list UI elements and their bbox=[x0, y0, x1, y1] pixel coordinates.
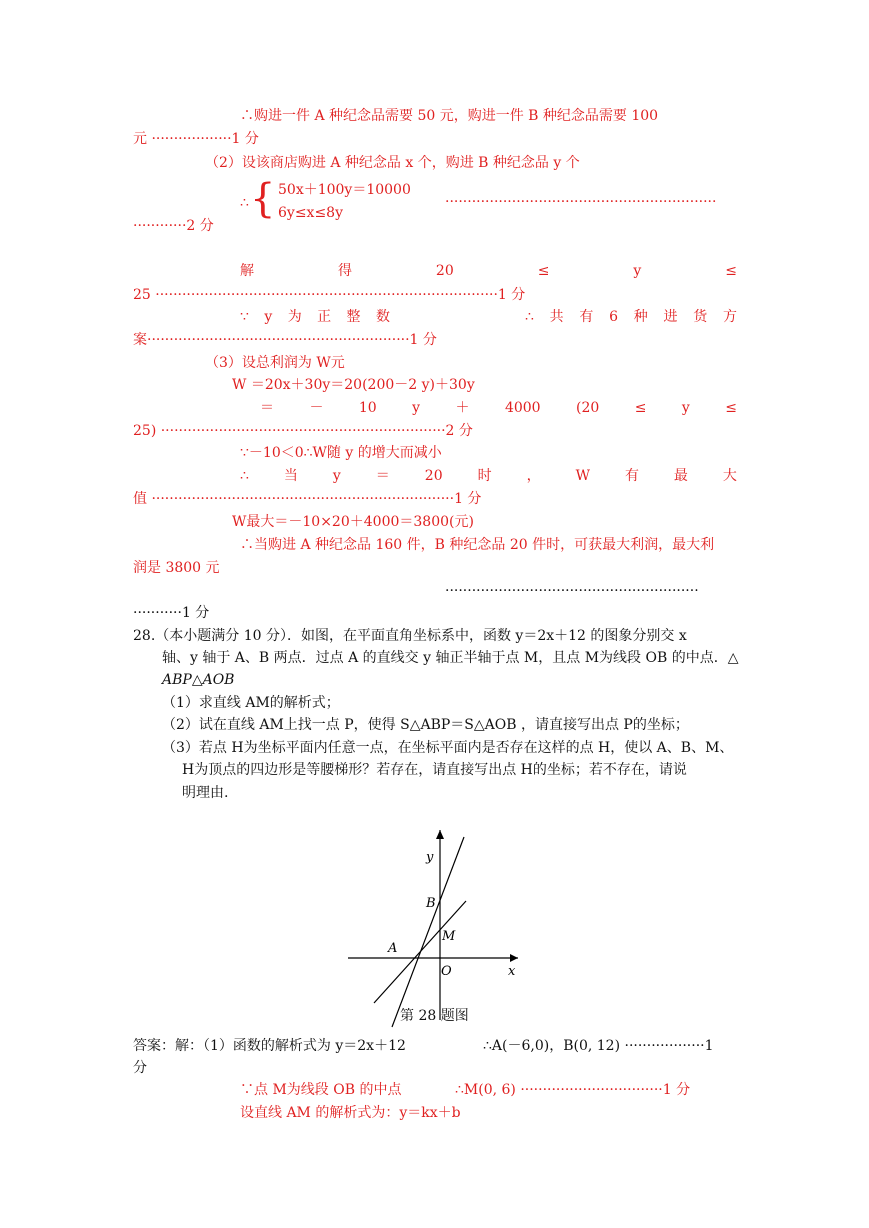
conclude-token: 有 bbox=[579, 309, 594, 325]
question-2: （2）试在直线 AM上找一点 P，使得 S△ABP＝S△AOB ，请直接写出点 P的坐标； bbox=[162, 717, 689, 733]
eqline-token: 10 bbox=[358, 400, 377, 416]
maxline-token: y bbox=[332, 468, 341, 484]
answer-28-line-3: ∵点 M为线段 OB 的中点 bbox=[240, 1082, 402, 1098]
eqline-token: ＝ bbox=[260, 400, 274, 416]
answer-28-line-4: 设直线 AM 的解析式为：y＝kx＋b bbox=[240, 1105, 461, 1121]
solve-token: 得 bbox=[337, 263, 352, 279]
coordinate-figure bbox=[340, 825, 530, 1035]
eqline-token: ≤ bbox=[725, 400, 737, 416]
question-3b: H为顶点的四边形是等腰梯形？若存在，请直接写出点 H的坐标；若不存在，请说 bbox=[182, 762, 687, 778]
because-token: 整 bbox=[346, 309, 361, 325]
answer-line-2: 元 ··················1 分 bbox=[133, 131, 259, 147]
question-3a: （3）若点 H为坐标平面内任意一点，在坐标平面内是否存在这样的点 H，使以 A、B、M、 bbox=[162, 740, 734, 756]
problem-28-line-1: 28.（本小题满分 10 分）．如图，在平面直角坐标系中，函数 y＝2x＋12 的图象分别交 x bbox=[133, 628, 687, 644]
answer-line-11: W ＝20x＋30y＝20(200－2 y)＋30y bbox=[232, 377, 475, 393]
solve-token: ≤ bbox=[725, 263, 737, 279]
maxline-token: 有 bbox=[624, 468, 639, 484]
maxline-token: 时 bbox=[477, 468, 492, 484]
answer-28-line-1b: ∴A(－6,0)，B(0, 12) ··················1 bbox=[483, 1038, 714, 1054]
equation-line bbox=[260, 398, 737, 418]
dot-leader-right: ························································· bbox=[445, 583, 699, 599]
maxline-token: ， bbox=[526, 468, 541, 484]
answer-line-18: ∴当购进 A 种纪念品 160 件，B 种纪念品 20 件时，可获最大利润，最大利 bbox=[240, 537, 715, 553]
answer-line-7: 25 ·············································································1 分 bbox=[133, 287, 526, 303]
maxline-token: 最 bbox=[673, 468, 688, 484]
question-3c: 明理由. bbox=[182, 785, 229, 801]
answer-line-9: 案···························································1 分 bbox=[133, 332, 437, 348]
max-line bbox=[240, 466, 737, 486]
dot-leader: ····························································· bbox=[445, 194, 717, 210]
maxline-token: W bbox=[575, 468, 590, 484]
x-axis-arrow bbox=[510, 954, 518, 962]
eqline-token: 4000 bbox=[504, 400, 541, 416]
system-eq-1: 50x＋100y＝10000 bbox=[278, 182, 411, 198]
label-a: A bbox=[388, 941, 398, 956]
answer-line-19: 润是 3800 元 bbox=[133, 560, 220, 576]
maxline-token: ∴ bbox=[240, 468, 249, 484]
solve-token: 解 bbox=[240, 263, 254, 279]
answer-line-17: W最大＝－10×20＋4000＝3800(元) bbox=[232, 514, 474, 530]
label-m: M bbox=[442, 929, 456, 944]
eqline-token: － bbox=[309, 400, 324, 416]
answer-line-5: ············2 分 bbox=[133, 218, 214, 234]
maxline-token: 当 bbox=[283, 468, 298, 484]
answer-line-10: （3）设总利润为 W元 bbox=[205, 355, 345, 371]
because-token: 正 bbox=[317, 309, 332, 325]
figure-caption: 第 28 题图 bbox=[400, 1008, 469, 1024]
solve-token: y bbox=[633, 263, 642, 279]
conclude-token: ∴ bbox=[525, 309, 534, 325]
maxline-token: 20 bbox=[424, 468, 443, 484]
conclude-token: 货 bbox=[693, 309, 708, 325]
because-token: y bbox=[264, 309, 273, 325]
answer-28-line-3b: ∴M(0, 6) ································1 分 bbox=[455, 1082, 691, 1098]
answer-28-line-2: 分 bbox=[133, 1060, 147, 1076]
because-token: ∵ bbox=[240, 309, 249, 325]
solve-token: 20 bbox=[435, 263, 454, 279]
eqline-token: y bbox=[681, 400, 690, 416]
answer-line-3: （2）设该商店购进 A 种纪念品 x 个，购进 B 种纪念品 y 个 bbox=[205, 155, 580, 171]
conclude-token: 6 bbox=[609, 309, 619, 325]
answer-line-1: ∴购进一件 A 种纪念品需要 50 元，购进一件 B 种纪念品需要 100 bbox=[240, 108, 659, 124]
question-1: （1）求直线 AM的解析式； bbox=[162, 695, 340, 711]
system-eq-2: 6y≤x≤8y bbox=[278, 205, 343, 221]
problem-28-line-2: 轴、y 轴于 A、B 两点．过点 A 的直线交 y 轴正半轴于点 M，且点 M为线段 OB 的中点．△ bbox=[162, 650, 739, 666]
answer-line-14: ∵－10＜0∴W随 y 的增大而减小 bbox=[240, 445, 442, 461]
conclude-line bbox=[525, 307, 737, 327]
label-x: x bbox=[508, 964, 516, 979]
solve-line bbox=[240, 261, 737, 281]
because-token: 数 bbox=[375, 309, 390, 325]
maxline-token: ＝ bbox=[375, 468, 390, 484]
eqline-token: (20 bbox=[576, 400, 600, 416]
eqline-token: y bbox=[412, 400, 421, 416]
maxline-token: 大 bbox=[722, 468, 737, 484]
label-o: O bbox=[441, 964, 452, 979]
answer-28-line-1: 答案：解：（1）函数的解析式为 y＝2x＋12 bbox=[133, 1038, 406, 1054]
because-token: 为 bbox=[287, 309, 302, 325]
problem-28-line-3: ABP△AOB bbox=[162, 672, 235, 688]
y-axis-arrow bbox=[436, 830, 444, 839]
conclude-token: 共 bbox=[549, 309, 564, 325]
because-line bbox=[240, 307, 390, 327]
answer-line-16: 值 ····································································1 分 bbox=[133, 491, 482, 507]
conclude-token: 方 bbox=[722, 309, 737, 325]
brace-symbol: { bbox=[250, 176, 276, 222]
conclude-token: 进 bbox=[663, 309, 678, 325]
conclude-token: 种 bbox=[633, 309, 648, 325]
eqline-token: ＋ bbox=[455, 400, 470, 416]
label-y: y bbox=[426, 850, 434, 865]
label-b: B bbox=[426, 896, 436, 911]
eqline-token: ≤ bbox=[634, 400, 647, 416]
answer-line-21: ···········1 分 bbox=[133, 605, 210, 621]
therefore-symbol: ∴ bbox=[240, 195, 249, 211]
solve-token: ≤ bbox=[537, 263, 550, 279]
answer-line-13: 25) ································································2 分 bbox=[133, 423, 473, 439]
